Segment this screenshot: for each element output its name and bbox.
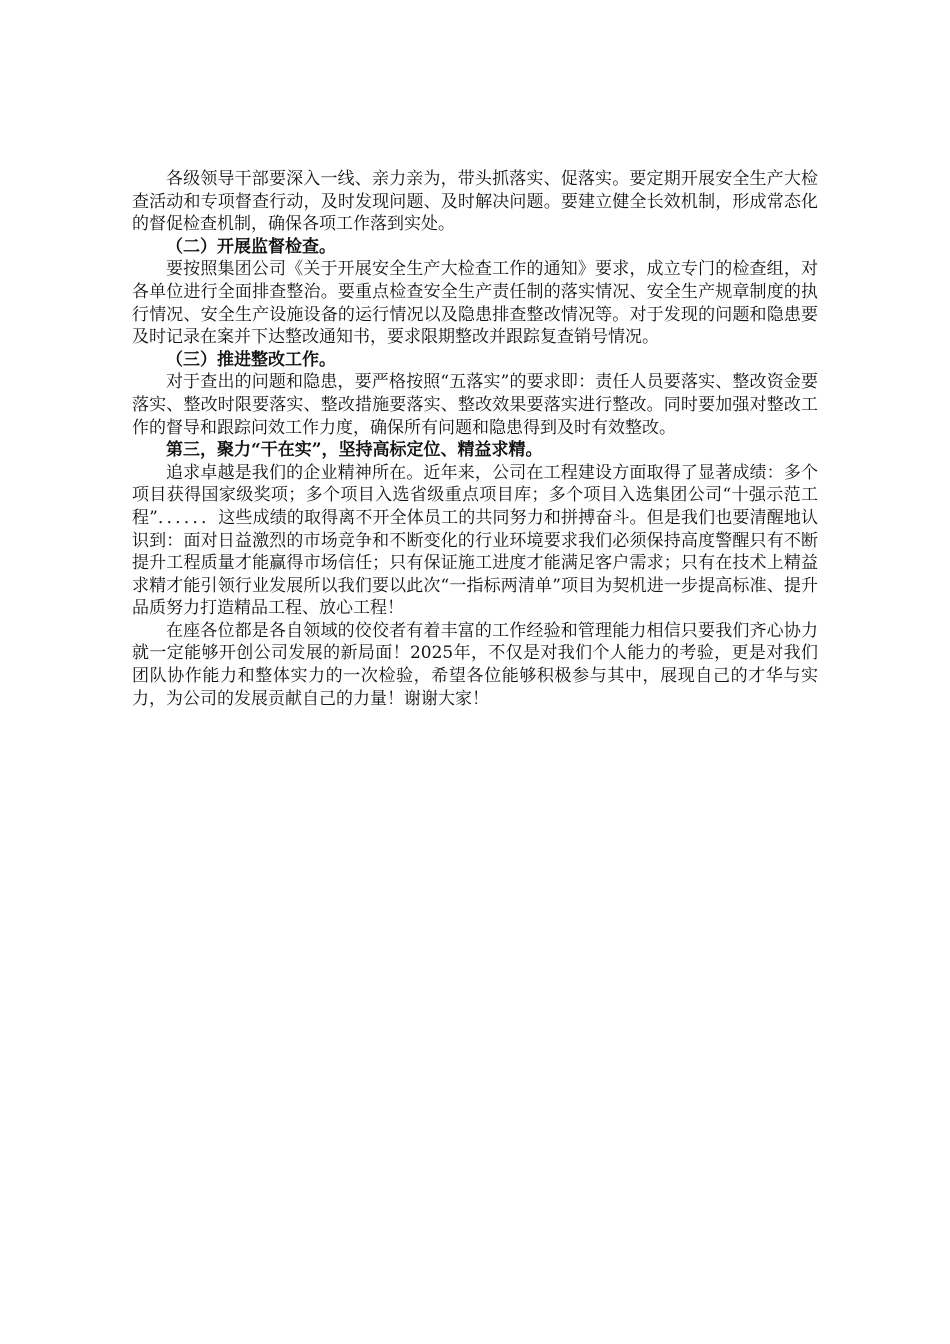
paragraph-five-implementations: 对于查出的问题和隐患，要严格按照“五落实”的要求即：责任人员要落实、整改资金要落实、整改时限要落实、整改措施要落实、整改效果要落实进行整改。同时要加强对整改工作的督导和跟踪问效工作力度，确保所有问题和隐患得到及时有效整改。 — [132, 372, 818, 438]
paragraph-leaders-follow-through: 各级领导干部要深入一线、亲力亲为，带头抓落实、促落实。要定期开展安全生产大检查活动和专项督查行动，及时发现问题、及时解决问题。要建立健全长效机制，形成常态化的督促检查机制，确保各项工作落到实处。 — [132, 169, 818, 235]
section-heading-third-point: 第三，聚力“干在实”，坚持高标定位、精益求精。 — [166, 440, 543, 461]
document-body — [132, 168, 818, 710]
section-heading-rectification: （三）推进整改工作。 — [166, 349, 336, 370]
paragraph-inspection-group: 要按照集团公司《关于开展安全生产大检查工作的通知》要求，成立专门的检查组，对各单位进行全面排查整治。要重点检查安全生产责任制的落实情况、安全生产规章制度的执行情况、安全生产设施设备的运行情况以及隐患排查整改情况等。对于发现的问题和隐患要及时记录在案并下达整改通知书，要求限期整改并跟踪复查销号情况。 — [132, 259, 818, 348]
paragraph-pursuit-of-excellence: 追求卓越是我们的企业精神所在。近年来，公司在工程建设方面取得了显著成绩：多个项目获得国家级奖项；多个项目入选省级重点项目库；多个项目入选集团公司“十强示范工程”．．．．．．这些成绩的取得离不开全体员工的共同努力和拼搏奋斗。但是我们也要清醒地认识到：面对日益激烈的市场竞争和不断变化的行业环境要求我们必须保持高度警醒只有不断提升工程质量才能赢得市场信任；只有保证施工进度才能满足客户需求；只有在技术上精益求精才能引领行业发展所以我们要以此次“一指标两清单”项目为契机进一步提高标准、提升品质努力打造精品工程、放心工程！ — [132, 462, 818, 619]
section-heading-supervision: （二）开展监督检查。 — [166, 236, 336, 257]
paragraph-closing-remarks: 在座各位都是各自领域的佼佼者有着丰富的工作经验和管理能力相信只要我们齐心协力就一定能够开创公司发展的新局面！2025年，不仅是对我们个人能力的考验，更是对我们团队协作能力和整体实力的一次检验，希望各位能够积极参与其中，展现自己的才华与实力，为公司的发展贡献自己的力量！谢谢大家！ — [132, 620, 818, 709]
